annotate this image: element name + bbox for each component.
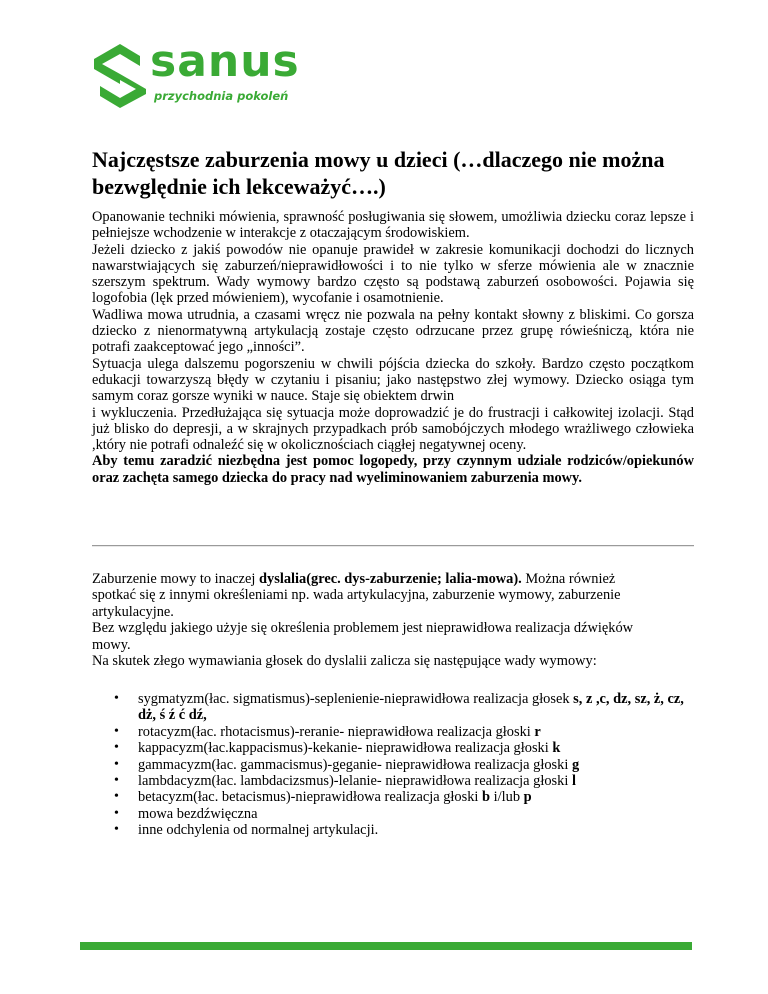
item-text: betacyzm(łac. betacismus)-nieprawidłowa realizacja głoski — [138, 789, 483, 806]
intro-conclusion: Aby temu zaradzić niezbędna jest pomoc logopedy, przy czynnym udziale rodziców/opiekunów oraz zachęta samego dziecka do pracy nad wyeliminowaniem zaburzenia mowy. — [92, 453, 694, 486]
sanus-logo — [92, 36, 300, 110]
item-text: rotacyzm(łac. rhotacismus)-reranie- nieprawidłowa realizacja głoski — [138, 723, 535, 740]
footer-bar — [80, 942, 692, 950]
list-item — [92, 822, 702, 838]
intro-paragraph: Opanowanie techniki mówienia, sprawność posługiwania się słowem, umożliwia dziecku coraz lepsze i pełniejsze wchodzenie w interakcje z otaczającym środowiskiem. — [92, 209, 694, 242]
item-text: sygmatyzm(łac. sigmatismus)-seplenienie-nieprawidłowa realizacja głosek — [138, 691, 574, 707]
item-sounds: p — [523, 789, 532, 806]
dyslalia-section — [92, 571, 652, 669]
sanus-s-mark-icon — [92, 40, 148, 110]
item-text: mowa bezdźwięczna — [138, 805, 258, 822]
section-divider — [92, 545, 694, 547]
item-sounds: k — [552, 740, 561, 757]
list-item — [92, 757, 702, 773]
section-paragraph: Na skutek złego wymawiania głosek do dyslalii zalicza się następujące wady wymowy: — [92, 653, 597, 670]
item-connector: i/lub — [490, 789, 524, 806]
speech-defects-list — [92, 691, 702, 839]
brand-name: sanus — [150, 36, 300, 87]
definition-lead: Zaburzenie mowy to inaczej — [92, 571, 260, 587]
item-text: gammacyzm(łac. gammacismus)-geganie- nieprawidłowa realizacja głoski — [138, 756, 572, 773]
intro-paragraph: Wadliwa mowa utrudnia, a czasami wręcz nie pozwala na pełny kontakt słowny z bliskimi. Co gorsza dziecko z nienormatywną artykulacją zostaje często odrzucane przez grupę rówieśniczą, która nie potrafi zaakceptować jego „inności”. — [92, 306, 694, 356]
item-text: inne odchylenia od normalnej artykulacji. — [138, 822, 379, 839]
section-paragraph: Bez względu jakiego użyje się określenia problemem jest nieprawidłowa realizacja dźwięków mowy. — [92, 620, 634, 653]
intro-paragraph: Sytuacja ulega dalszemu pogorszeniu w chwili pójścia dziecka do szkoły. Bardzo często początkom edukacji towarzyszą błędy w czytaniu i pisaniu; jako następstwo złej wymowy. Dziecko osiąga tym samym coraz gorsze wyniki w nauce. Staje się obiektem drwin — [92, 355, 694, 405]
item-text: kappacyzm(łac.kappacismus)-kekanie- nieprawidłowa realizacja głoski — [138, 740, 553, 757]
intro-paragraph: Jeżeli dziecko z jakiś powodów nie opanuje prawideł w zakresie komunikacji dochodzi do licznych nawarstwiających się zaburzeń/nieprawidłowości i to nie tylko w sferze mówienia ale w znacznie szerszym spektrum. Wady wymowy bardzo często są podstawą zaburzeń osobowości. Pojawia się logofobia (lęk przed mówieniem), wycofanie i osamotnienie. — [92, 241, 694, 307]
intro-text — [92, 209, 694, 486]
item-text: lambdacyzm(łac. lambdacizsmus)-lelanie- nieprawidłowa realizacja głoski — [138, 773, 572, 790]
item-sounds: s, z ,c, dz, sz, ż, cz, dż, ś ź ć dź, — [138, 691, 684, 724]
list-item — [92, 691, 702, 724]
item-sounds: g — [571, 756, 580, 773]
item-sounds: r — [534, 723, 541, 740]
brand-tagline: przychodnia pokoleń — [154, 89, 289, 103]
list-item — [92, 740, 702, 756]
list-item — [92, 724, 702, 740]
page-title: Najczęstsze zaburzenia mowy u dzieci (…dlaczego nie można bezwględnie ich lekceważyć….) — [92, 147, 665, 199]
dyslalia-definition — [92, 571, 652, 620]
item-sounds: b — [482, 789, 491, 806]
item-sounds: l — [571, 773, 576, 790]
definition-rest: Można również spotkać się z innymi określeniami np. wada artykulacyjna, zaburzenie wymowy, zaburzenie artykulacyjne. — [92, 571, 621, 620]
dyslalia-term: dyslalia(grec. dys-zaburzenie; lalia-mowa). — [259, 571, 522, 587]
list-item — [92, 789, 702, 805]
intro-paragraph: i wykluczenia. Przedłużająca się sytuacja może doprowadzić je do frustracji i całkowitej izolacji. Stąd już blisko do depresji, a w skrajnych przypadkach prób samobójczych młodego wrażliwego człowieka ,który nie potrafi odnaleźć się w okolicznościach ciągłej negatywnej oceny. — [92, 404, 694, 454]
list-item — [92, 773, 702, 789]
list-item — [92, 806, 702, 822]
